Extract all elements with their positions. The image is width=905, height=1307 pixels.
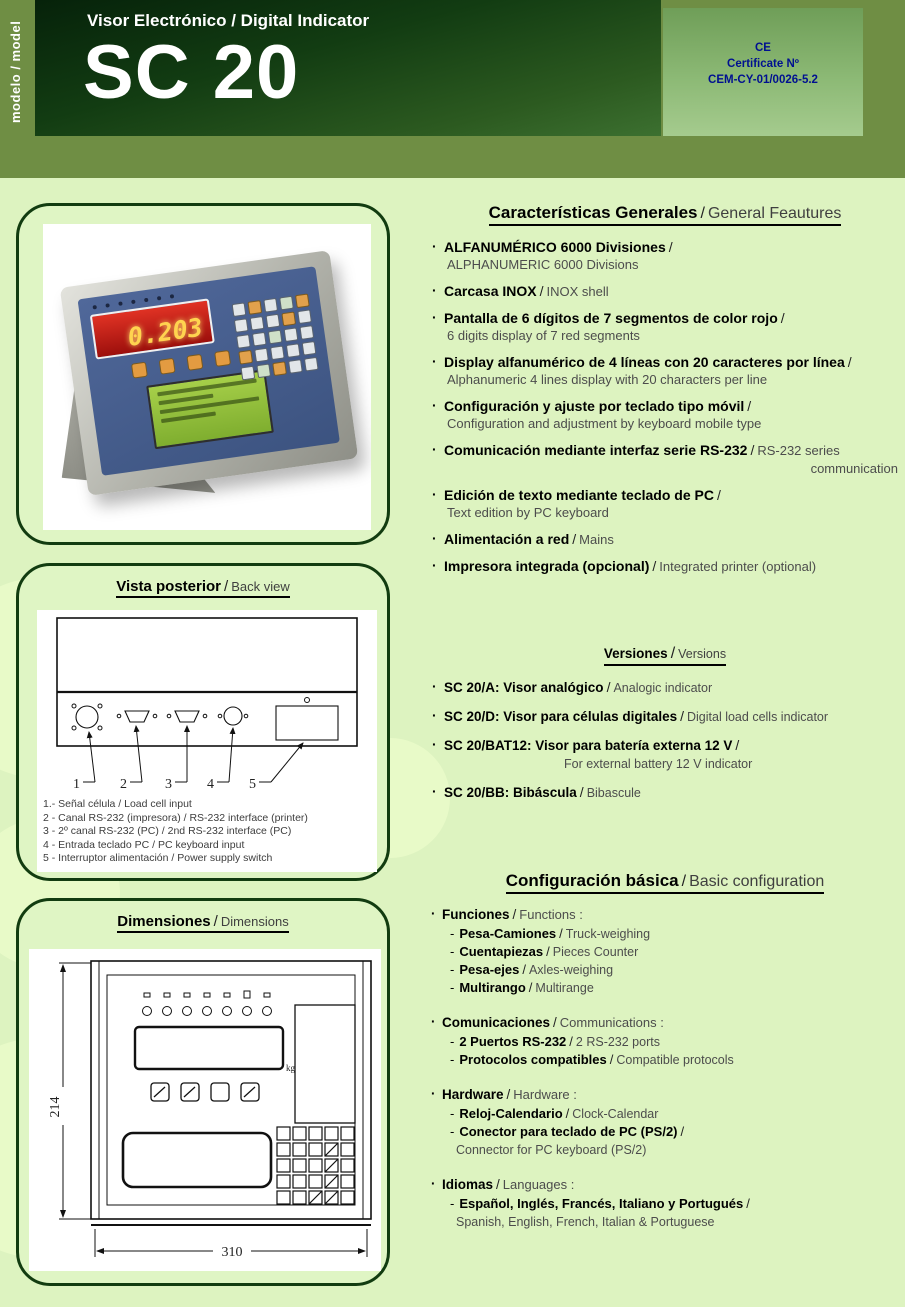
version-item: · SC 20/BAT12: Visor para batería externa 12 V / For external battery 12 V indicator xyxy=(432,736,753,771)
config-group-communications: · Comunicaciones / Communications : - 2 Puertos RS-232 / 2 RS-232 ports - Protocolos compatibles / Compatible protocols xyxy=(430,1014,900,1069)
general-features-heading: Características Generales / General Feautures xyxy=(430,203,900,223)
config-item: - 2 Puertos RS-232 / 2 RS-232 ports xyxy=(450,1034,660,1049)
led-row-drawing xyxy=(143,991,272,1016)
config-group-functions: · Funciones / Functions : - Pesa-Camiones / Truck-weighing - Cuentapiezas / Pieces Counter - Pesa-ejes / Axles-weighing - Multirango / Multirange xyxy=(430,906,900,997)
config-group-hardware: · Hardware / Hardware : - Reloj-Calendario / Clock-Calendar - Conector para teclado de PC (PS/2) / Connector for PC keyboard (PS/2) xyxy=(430,1086,900,1159)
feature-item: · Display alfanumérico de 4 líneas con 20 caracteres por línea / Alphanumeric 4 lines display with 20 characters per line xyxy=(432,353,852,387)
back-view-legend xyxy=(43,798,373,866)
versions-heading: Versiones / Versions xyxy=(430,645,900,663)
basic-configuration-heading: Configuración básica / Basic configuration xyxy=(430,871,900,891)
config-item-continuation: Spanish, English, French, Italian & Portuguese xyxy=(456,1215,715,1229)
power-switch xyxy=(276,706,338,740)
section-versions xyxy=(430,645,900,812)
config-item: - Cuentapiezas / Pieces Counter xyxy=(450,944,639,959)
config-group-languages: · Idiomas / Languages : - Español, Inglés, Francés, Italiano y Portugués / Spanish, English, French, Italian & Portuguese xyxy=(430,1176,900,1231)
product-title: Visor Electrónico / Digital Indicator xyxy=(87,11,370,30)
height-dimension-label: 214 xyxy=(48,1096,63,1118)
connector-number-4: 4 xyxy=(207,777,214,792)
version-item: · SC 20/A: Visor analógico / Analogic indicator xyxy=(432,678,713,695)
kg-unit-label: kg xyxy=(286,1063,295,1073)
version-item: · SC 20/BB: Bibáscula / Bibascule xyxy=(432,783,641,800)
legend-item: 3 - 2º canal RS-232 (PC) / 2nd RS-232 interface (PC) xyxy=(43,825,292,837)
model-name: SC 20 xyxy=(83,30,300,115)
load-cell-connector xyxy=(76,706,98,728)
back-view-title: Vista posterior / Back view xyxy=(19,578,387,595)
function-keys xyxy=(131,350,231,379)
back-view-diagram xyxy=(37,610,377,872)
config-item: - Conector para teclado de PC (PS/2) / xyxy=(450,1124,685,1139)
lcd-outline xyxy=(295,1005,355,1123)
printer-slot xyxy=(123,1133,271,1187)
keyboard-connector xyxy=(224,707,242,725)
feature-item: · Configuración y ajuste por teclado tipo móvil / Configuration and adjustment by keyboard mobile type xyxy=(432,397,762,431)
connector-number-5: 5 xyxy=(249,777,256,792)
config-item: - Pesa-Camiones / Truck-weighing xyxy=(450,926,651,941)
certificate-line-1: CE xyxy=(755,42,771,54)
alphanumeric-lcd xyxy=(146,369,274,449)
section-basic-configuration xyxy=(430,871,900,1248)
config-item: - Reloj-Calendario / Clock-Calendar xyxy=(450,1106,659,1121)
section-general-features xyxy=(430,203,900,584)
connector-number-1: 1 xyxy=(73,777,80,792)
feature-item: · Pantalla de 6 dígitos de 7 segmentos de color rojo / 6 digits display of 7 red segments xyxy=(432,309,785,343)
weight-display-value: 0.203 xyxy=(125,312,205,352)
back-panel-drawing xyxy=(37,610,377,796)
header-band xyxy=(35,0,661,136)
width-dimension-label: 310 xyxy=(221,1245,243,1260)
weight-display xyxy=(90,298,215,359)
certificate-box xyxy=(663,8,863,136)
config-item: - Pesa-ejes / Axles-weighing xyxy=(450,962,614,977)
config-item-continuation: Connector for PC keyboard (PS/2) xyxy=(456,1143,647,1157)
legend-item: 4 - Entrada teclado PC / PC keyboard input xyxy=(43,838,245,851)
feature-item: · Carcasa INOX / INOX shell xyxy=(432,282,609,299)
keypad-grid xyxy=(277,1127,354,1204)
rs232-printer-connector xyxy=(125,711,149,722)
product-photo xyxy=(43,224,371,530)
config-item: - Protocolos compatibles / Compatible protocols xyxy=(450,1052,734,1067)
dimensions-title: Dimensiones / Dimensions xyxy=(19,913,387,930)
dimensions-panel xyxy=(16,898,390,1286)
display-outline xyxy=(135,1027,283,1069)
certificate-line-3: CEM-CY-01/0026-5.2 xyxy=(708,74,818,86)
connector-number-3: 3 xyxy=(165,777,172,792)
legend-item: 5 - Interruptor alimentación / Power supply switch xyxy=(43,852,273,864)
certificate-line-2: Certificate Nº xyxy=(727,58,799,70)
feature-item: · Edición de texto mediante teclado de PC / Text edition by PC keyboard xyxy=(432,486,721,520)
legend-item: 1.- Señal célula / Load cell input xyxy=(43,798,192,810)
back-view-panel xyxy=(16,563,390,881)
product-photo-panel xyxy=(16,203,390,545)
connector-number-2: 2 xyxy=(120,777,127,792)
rs232-pc-connector xyxy=(175,711,199,722)
legend-item: 2 - Canal RS-232 (impresora) / RS-232 interface (printer) xyxy=(43,811,308,824)
device-front-panel xyxy=(78,266,340,476)
config-item: - Español, Inglés, Francés, Italiano y Portugués / xyxy=(450,1196,750,1211)
feature-item: · Alimentación a red / Mains xyxy=(432,530,614,547)
config-item: - Multirango / Multirange xyxy=(450,980,594,995)
feature-item: · ALFANUMÉRICO 6000 Divisiones / ALPHANUMERIC 6000 Divisions xyxy=(432,238,673,272)
version-item: · SC 20/D: Visor para células digitales / Digital load cells indicator xyxy=(432,707,829,724)
device-keypad xyxy=(232,293,319,380)
dimensions-drawing xyxy=(29,949,381,1271)
function-keys-drawing xyxy=(151,1083,259,1101)
feature-item: · Comunicación mediante interfaz serie RS-232 / RS-232 series communication xyxy=(432,441,898,476)
feature-item: · Impresora integrada (opcional) / Integrated printer (optional) xyxy=(432,557,817,574)
model-strip-label: modelo / model xyxy=(8,20,23,124)
device-illustration xyxy=(60,250,359,496)
